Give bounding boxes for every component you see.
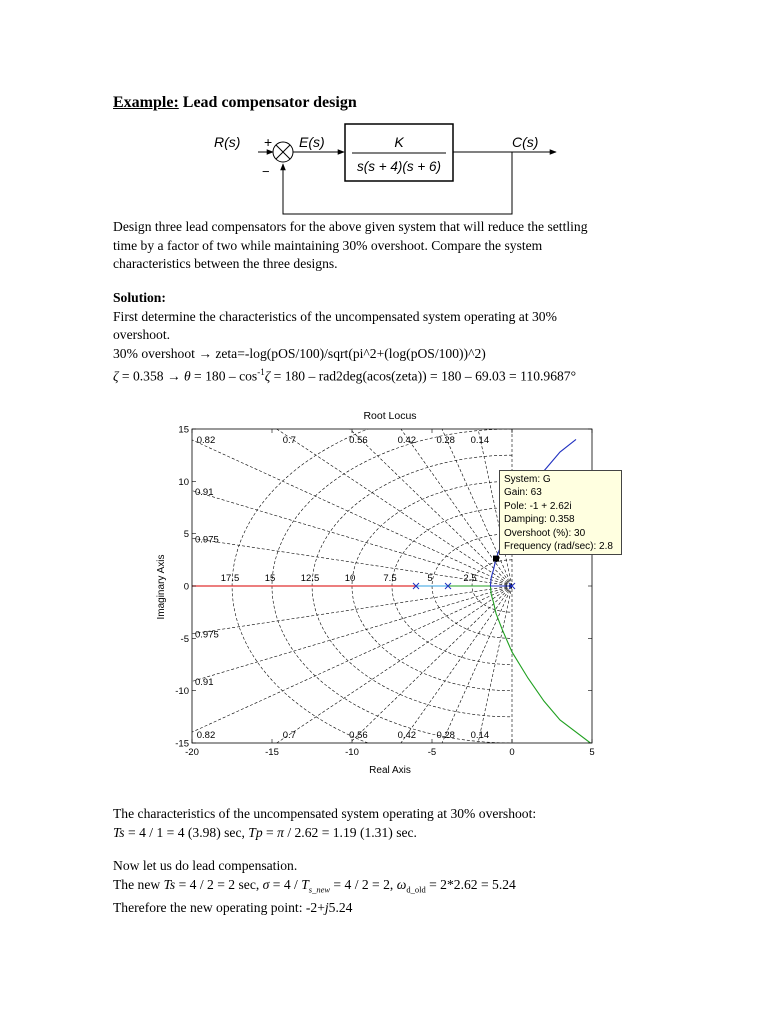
datatip-system: System: G bbox=[504, 474, 551, 485]
zeta-label-top: 0.56 bbox=[349, 435, 368, 446]
root-locus-chart bbox=[150, 402, 610, 782]
t-symbol: T bbox=[301, 876, 309, 892]
sigma-symbol: σ bbox=[262, 876, 270, 892]
datatip-pole: Pole: -1 + 2.62i bbox=[504, 500, 572, 512]
zeta-label-bottom: 0.7 bbox=[282, 730, 296, 741]
uncomp-line: The characteristics of the uncompensated system operating at 30% overshoot: bbox=[113, 806, 537, 821]
y-tick-label: 0 bbox=[183, 581, 189, 593]
lead-operating-point-line bbox=[113, 899, 673, 918]
x-tick-label: -15 bbox=[265, 747, 279, 758]
y-tick-label: -10 bbox=[175, 686, 189, 698]
heading-title: Lead compensator design bbox=[182, 94, 357, 111]
lead-section bbox=[113, 857, 673, 918]
wn-label: 7.5 bbox=[383, 573, 397, 584]
solution-line: First determine the characteristics of the uncompensated system operating at 30% bbox=[113, 308, 557, 324]
solution-line: overshoot. bbox=[113, 327, 171, 343]
text-span: = 4 / 1 = 4 (3.98) sec, bbox=[124, 824, 249, 840]
y-axis-label: Imaginary Axis bbox=[156, 554, 167, 620]
output-label: C(s) bbox=[512, 134, 539, 150]
text-span: = 4 / 2 = 2, bbox=[330, 876, 397, 892]
text-span: = 2*2.62 = 5.24 bbox=[425, 876, 516, 892]
text-span: / 2.62 = 1.19 (1.31) sec. bbox=[283, 824, 417, 840]
solution-label: Solution: bbox=[113, 290, 166, 305]
minus-sign: − bbox=[262, 164, 270, 179]
datatip-frequency: Frequency (rad/sec): 2.8 bbox=[504, 541, 613, 553]
datatip-overshoot: Overshoot (%): 30 bbox=[504, 527, 586, 539]
j-symbol: j bbox=[324, 899, 329, 915]
solution-angle-line bbox=[113, 363, 673, 386]
problem-line: characteristics between the three designs. bbox=[113, 256, 338, 272]
text-span: = 4 / 2 = 2 sec, bbox=[175, 876, 263, 892]
wn-label: 17.5 bbox=[220, 573, 240, 584]
block-diagram bbox=[200, 118, 580, 222]
y-tick-label: 15 bbox=[178, 424, 189, 436]
problem-statement bbox=[113, 218, 673, 274]
text-span: = 0.358 → bbox=[118, 368, 184, 384]
zeta-symbol: ζ bbox=[264, 368, 271, 384]
error-label: E(s) bbox=[299, 134, 325, 150]
y-tick-label: 10 bbox=[178, 476, 189, 488]
ts-symbol: Ts bbox=[113, 824, 125, 840]
zeta-label-bottom: 0.28 bbox=[436, 730, 455, 741]
datatip-damping: Damping: 0.358 bbox=[504, 514, 575, 526]
zeta-label-bottom: 0.42 bbox=[397, 730, 417, 741]
text-span: Therefore the new operating point: -2+ bbox=[113, 899, 325, 915]
x-tick-label: -5 bbox=[427, 747, 437, 758]
page-heading bbox=[113, 94, 357, 112]
solution-line: 30% overshoot → zeta=-log(pOS/100)/sqrt(pi^2+(log(pOS/100))^2) bbox=[113, 345, 486, 361]
plot-area bbox=[150, 402, 595, 782]
datatip-marker bbox=[493, 556, 499, 562]
text-span: The new bbox=[113, 876, 164, 892]
zeta-label-top: 0.42 bbox=[397, 435, 417, 446]
zeta-label-top: 0.28 bbox=[436, 435, 455, 446]
lead-line: Now let us do lead compensation. bbox=[113, 858, 298, 873]
omega-symbol: ω bbox=[396, 876, 407, 892]
x-tick-label: -20 bbox=[185, 747, 199, 758]
zeta-label-bottom: 0.56 bbox=[349, 730, 368, 741]
datatip[interactable] bbox=[499, 470, 622, 555]
pi-symbol: π bbox=[277, 824, 284, 840]
uncomp-times-line bbox=[113, 824, 673, 843]
y-tick-label: -15 bbox=[175, 738, 189, 750]
zeta-label-top: 0.7 bbox=[282, 435, 296, 446]
text-span: = 180 – cos bbox=[190, 368, 258, 384]
x-tick-label: 0 bbox=[509, 747, 515, 758]
datatip-gain: Gain: 63 bbox=[504, 487, 542, 499]
problem-line: time by a factor of two while maintaining 30% overshoot. Compare the system bbox=[113, 237, 543, 253]
zeta-symbol: ζ bbox=[113, 368, 119, 384]
text-span: 5.24 bbox=[328, 899, 353, 915]
superscript: -1 bbox=[257, 367, 265, 378]
zeta-label-left: 0.91 bbox=[195, 676, 214, 688]
heading-label: Example: bbox=[113, 94, 179, 111]
chart-title: Root Locus bbox=[363, 410, 417, 422]
lead-params-line bbox=[113, 876, 673, 899]
uncompensated-section bbox=[113, 805, 673, 842]
x-tick-label: 5 bbox=[589, 747, 595, 758]
tp-symbol: Tp bbox=[248, 824, 263, 840]
text-span: = 4 / bbox=[269, 876, 302, 892]
tf-denominator: s(s + 4)(s + 6) bbox=[356, 159, 442, 174]
wn-label: 5 bbox=[427, 573, 433, 584]
text-span: = bbox=[262, 824, 278, 840]
zeta-label-bottom: 0.82 bbox=[196, 730, 216, 741]
y-tick-label: 5 bbox=[183, 529, 189, 541]
x-axis-label: Real Axis bbox=[369, 765, 411, 776]
x-tick-label: -10 bbox=[345, 747, 359, 758]
input-label: R(s) bbox=[214, 134, 241, 150]
solution-section bbox=[113, 289, 673, 387]
wn-label: 12.5 bbox=[300, 573, 320, 584]
zeta-label-left: 0.975 bbox=[195, 629, 219, 641]
y-tick-label: -5 bbox=[180, 633, 189, 645]
tf-numerator: K bbox=[394, 134, 404, 150]
subscript: d_old bbox=[406, 884, 426, 895]
zeta-label-bottom: 0.14 bbox=[470, 730, 490, 741]
wn-label: 15 bbox=[264, 573, 276, 584]
zeta-label-left: 0.91 bbox=[195, 487, 214, 499]
text-span: = 180 – rad2deg(acos(zeta)) = 180 – 69.03 = 110.9687° bbox=[270, 368, 577, 384]
zeta-label-top: 0.14 bbox=[470, 435, 490, 446]
zeta-label-left: 0.975 bbox=[195, 534, 219, 546]
wn-label: 10 bbox=[344, 573, 356, 584]
plus-sign: + bbox=[264, 134, 273, 150]
wn-label: 2.5 bbox=[463, 573, 477, 584]
theta-symbol: θ bbox=[183, 368, 191, 384]
subscript: s_new bbox=[308, 884, 331, 895]
ts-symbol: Ts bbox=[163, 876, 176, 892]
zeta-label-top: 0.82 bbox=[196, 435, 216, 446]
problem-line: Design three lead compensators for the above given system that will reduce the settling bbox=[113, 219, 588, 234]
